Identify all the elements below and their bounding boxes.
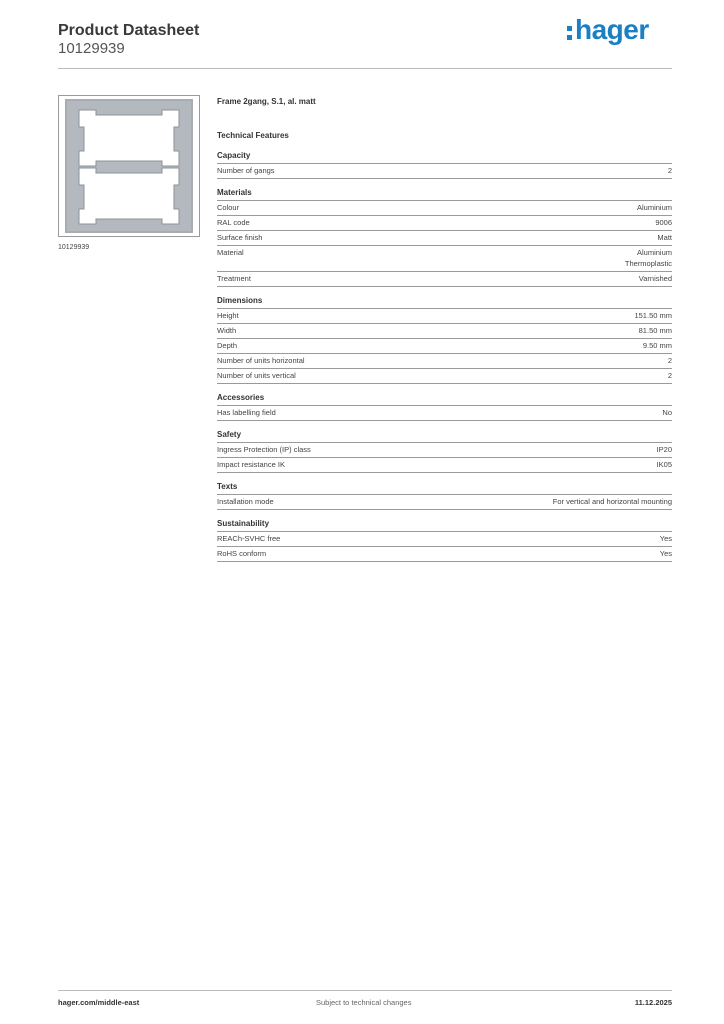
spec-label: Material bbox=[217, 248, 244, 257]
footer-date: 11.12.2025 bbox=[634, 998, 672, 1007]
footer-divider bbox=[58, 990, 672, 991]
section-safety bbox=[217, 429, 672, 473]
spec-value-line: Yes bbox=[659, 534, 672, 543]
spec-value bbox=[657, 232, 672, 243]
spec-label: Ingress Protection (IP) class bbox=[217, 445, 311, 454]
spec-value bbox=[668, 370, 672, 381]
section-materials bbox=[217, 187, 672, 287]
spec-value-line: 2 bbox=[667, 371, 672, 380]
spec-value-line: Varnished bbox=[638, 274, 672, 283]
spec-row bbox=[217, 354, 672, 369]
spec-label: Depth bbox=[217, 341, 238, 350]
spec-value bbox=[637, 202, 672, 213]
spec-label: Impact resistance IK bbox=[217, 460, 285, 469]
section-title: Texts bbox=[217, 481, 672, 495]
spec-row bbox=[217, 164, 672, 179]
spec-value bbox=[657, 459, 672, 470]
spec-value bbox=[639, 273, 672, 284]
spec-row bbox=[217, 458, 672, 473]
image-caption: 10129939 bbox=[58, 244, 90, 251]
hager-logo bbox=[567, 14, 649, 46]
section-accessories bbox=[217, 392, 672, 421]
section-title: Dimensions bbox=[217, 295, 672, 309]
spec-value bbox=[668, 165, 672, 176]
product-code: 10129939 bbox=[58, 40, 125, 57]
section-texts bbox=[217, 481, 672, 510]
spec-value-line: Aluminium bbox=[636, 248, 672, 257]
spec-row bbox=[217, 532, 672, 547]
technical-features-title: Technical Features bbox=[217, 131, 289, 140]
spec-value-line: Thermoplastic bbox=[624, 259, 672, 268]
spec-label: Number of units horizontal bbox=[217, 356, 305, 365]
product-image bbox=[58, 95, 200, 237]
spec-value-line: For vertical and horizontal mounting bbox=[552, 497, 672, 506]
spec-value-line: 2 bbox=[667, 356, 672, 365]
spec-value-line: 81.50 mm bbox=[638, 326, 672, 335]
spec-value bbox=[634, 310, 672, 321]
section-capacity bbox=[217, 150, 672, 179]
spec-row bbox=[217, 495, 672, 510]
spec-value bbox=[655, 217, 672, 228]
spec-value bbox=[657, 444, 672, 455]
section-title: Accessories bbox=[217, 392, 672, 406]
spec-row bbox=[217, 309, 672, 324]
footer-website: hager.com/middle-east bbox=[58, 998, 140, 1007]
section-title: Capacity bbox=[217, 150, 672, 164]
spec-row bbox=[217, 216, 672, 231]
spec-value bbox=[625, 247, 672, 269]
page-title: Product Datasheet bbox=[58, 22, 200, 39]
spec-value-line: IP20 bbox=[656, 445, 672, 454]
spec-value-line: 151.50 mm bbox=[634, 311, 672, 320]
spec-row bbox=[217, 324, 672, 339]
spec-label: Treatment bbox=[217, 274, 251, 283]
footer-note: Subject to technical changes bbox=[316, 998, 412, 1007]
spec-label: Colour bbox=[217, 203, 240, 212]
section-dimensions bbox=[217, 295, 672, 384]
section-title: Materials bbox=[217, 187, 672, 201]
spec-label: Installation mode bbox=[217, 497, 274, 506]
section-sustainability bbox=[217, 518, 672, 562]
spec-label: Number of units vertical bbox=[217, 371, 296, 380]
product-name: Frame 2gang, S.1, al. matt bbox=[217, 97, 316, 106]
spec-label: REACh-SVHC free bbox=[217, 534, 281, 543]
feature-sections bbox=[217, 150, 672, 562]
logo-text: hager bbox=[575, 14, 649, 45]
technical-content bbox=[217, 96, 672, 562]
spec-value bbox=[643, 340, 672, 351]
spec-value-line: 2 bbox=[667, 166, 672, 175]
spec-row bbox=[217, 231, 672, 246]
spec-label: RAL code bbox=[217, 218, 250, 227]
spec-label: Surface finish bbox=[217, 233, 263, 242]
spec-label: Has labelling field bbox=[217, 408, 276, 417]
spec-row bbox=[217, 272, 672, 287]
spec-row bbox=[217, 201, 672, 216]
spec-label: Number of gangs bbox=[217, 166, 275, 175]
spec-label: RoHS conform bbox=[217, 549, 267, 558]
spec-label: Height bbox=[217, 311, 239, 320]
frame-2gang-illustration bbox=[59, 96, 199, 236]
spec-value bbox=[668, 355, 672, 366]
spec-value-line: Matt bbox=[657, 233, 672, 242]
spec-row bbox=[217, 547, 672, 562]
section-title: Sustainability bbox=[217, 518, 672, 532]
header-divider bbox=[58, 68, 672, 69]
spec-value-line: 9.50 mm bbox=[642, 341, 672, 350]
spec-value bbox=[660, 533, 672, 544]
spec-value bbox=[660, 548, 672, 559]
spec-row bbox=[217, 246, 672, 272]
spec-value bbox=[662, 407, 672, 418]
spec-row bbox=[217, 339, 672, 354]
section-title: Safety bbox=[217, 429, 672, 443]
spec-value-line: IK05 bbox=[656, 460, 672, 469]
spec-row bbox=[217, 369, 672, 384]
spec-value-line: Aluminium bbox=[636, 203, 672, 212]
spec-label: Width bbox=[217, 326, 237, 335]
spec-value-line: Yes bbox=[659, 549, 672, 558]
spec-value bbox=[553, 496, 672, 507]
spec-value-line: No bbox=[662, 408, 672, 417]
spec-value bbox=[639, 325, 672, 336]
spec-row bbox=[217, 406, 672, 421]
logo-dots-icon bbox=[567, 26, 572, 40]
spec-row bbox=[217, 443, 672, 458]
spec-value-line: 9006 bbox=[655, 218, 672, 227]
